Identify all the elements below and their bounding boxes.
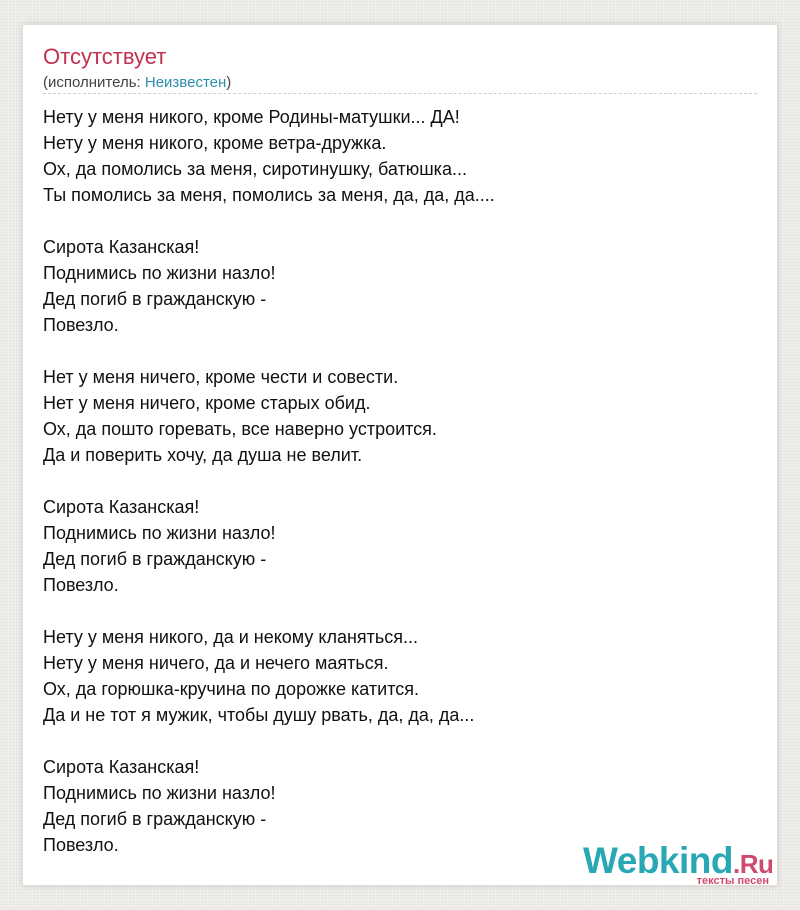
artist-link[interactable]: Неизвестен	[144, 74, 227, 91]
lyric-line: Сирота Казанская!	[43, 497, 200, 517]
lyric-line: Да и поверить хочу, да душа не велит.	[43, 445, 363, 465]
title-divider	[43, 93, 757, 94]
lyric-line: Поднимись по жизни назло!	[43, 523, 276, 543]
lyric-line: Повезло.	[43, 575, 119, 595]
lyric-line: Ох, да пошто горевать, все наверно устроится.	[43, 419, 437, 439]
logo-tld: .Ru	[733, 849, 774, 879]
lyrics-text	[43, 104, 743, 858]
logo-word: Webkind	[583, 840, 733, 881]
artist-suffix: )	[226, 74, 232, 91]
lyric-line: Нет у меня ничего, кроме старых обид.	[43, 393, 371, 413]
lyric-line: Нету у меня никого, кроме ветра-дружка.	[43, 133, 387, 153]
stanza-gap	[43, 598, 743, 624]
lyrics-card	[22, 24, 778, 886]
lyric-line: Ты помолись за меня, помолись за меня, да, да, да....	[43, 185, 495, 205]
lyric-line: Сирота Казанская!	[43, 757, 200, 777]
stanza-gap	[43, 208, 743, 234]
lyric-line: Дед погиб в гражданскую -	[43, 289, 267, 309]
lyric-line: Повезло.	[43, 315, 119, 335]
lyric-line: Повезло.	[43, 835, 119, 855]
lyric-line: Нет у меня ничего, кроме чести и совести.	[43, 367, 399, 387]
lyric-line: Нету у меня никого, кроме Родины-матушки... ДА!	[43, 107, 460, 127]
lyric-line: Ох, да помолись за меня, сиротинушку, батюшка...	[43, 159, 467, 179]
lyric-line: Поднимись по жизни назло!	[43, 783, 276, 803]
artist-prefix: (исполнитель:	[43, 74, 145, 91]
site-logo[interactable]	[583, 841, 777, 885]
lyric-line: Ох, да горюшка-кручина по дорожке катится.	[43, 679, 419, 699]
lyric-line: Сирота Казанская!	[43, 237, 200, 257]
artist-line	[43, 73, 231, 93]
lyric-line: Нету у меня никого, да и некому кланяться...	[43, 627, 419, 647]
lyric-line: Дед погиб в гражданскую -	[43, 549, 267, 569]
stanza-gap	[43, 338, 743, 364]
lyric-line: Поднимись по жизни назло!	[43, 263, 276, 283]
lyric-line: Нету у меня ничего, да и нечего маяться.	[43, 653, 389, 673]
stanza-gap	[43, 728, 743, 754]
lyric-line: Дед погиб в гражданскую -	[43, 809, 267, 829]
lyric-line: Да и не тот я мужик, чтобы душу рвать, да, да, да...	[43, 705, 475, 725]
logo-tagline: тексты песен	[696, 875, 769, 887]
song-title: Отсутствует	[43, 44, 167, 69]
stanza-gap	[43, 468, 743, 494]
